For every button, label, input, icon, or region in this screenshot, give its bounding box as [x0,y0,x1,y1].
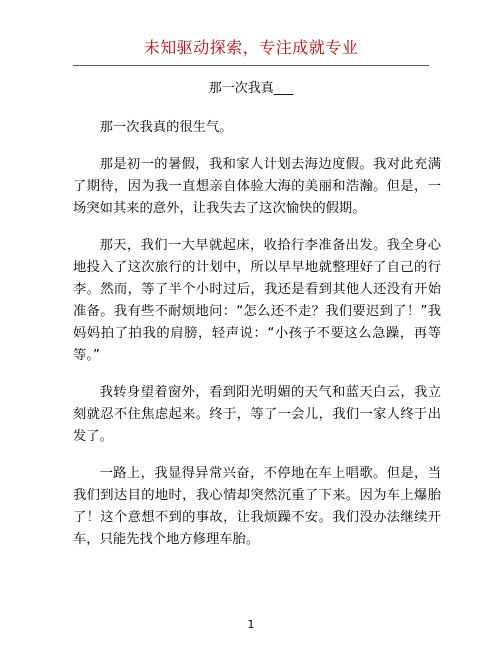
paragraph: 那天，我们一大早就起床，收拾行李准备出发。我全身心地投入了这次旅行的计划中，所以早早地就整理好了自己的行李。然而，等了半个小时过后，我还是看到其他人还没有开始准备。我有些不耐烦地问：“怎么还不走？我们要迟到了！”我妈妈拍了拍我的肩膀，轻声说：“小孩子不要这么急躁，再等等。” [73,238,441,363]
header-divider [73,65,429,66]
paragraph: 那是初一的暑假，我和家人计划去海边度假。我对此充满了期待，因为我一直想亲自体验大海的美丽和浩瀚。但是，一场突如其来的意外，让我失去了这次愉快的假期。 [73,157,441,216]
paragraph: 那一次我真的很生气。 [99,120,233,135]
paragraph: 我转身望着窗外，看到阳光明媚的天气和蓝天白云，我立刻就忍不住焦虑起来。终于，等了一会儿，我们一家人终于出发了。 [73,385,441,444]
document-title: 那一次我真___ [208,81,294,96]
paragraph: 一路上，我显得异常兴奋，不停地在车上唱歌。但是，当我们到达目的地时，我心情却突然沉重了下来。因为车上爆胎了！这个意想不到的事故，让我烦躁不安。我们没办法继续开车，只能先找个地方修理车胎。 [73,466,441,547]
document-body [73,117,441,566]
page-number: 1 [247,618,255,631]
header-banner: 未知驱动探索，专注成就专业 [143,38,359,57]
